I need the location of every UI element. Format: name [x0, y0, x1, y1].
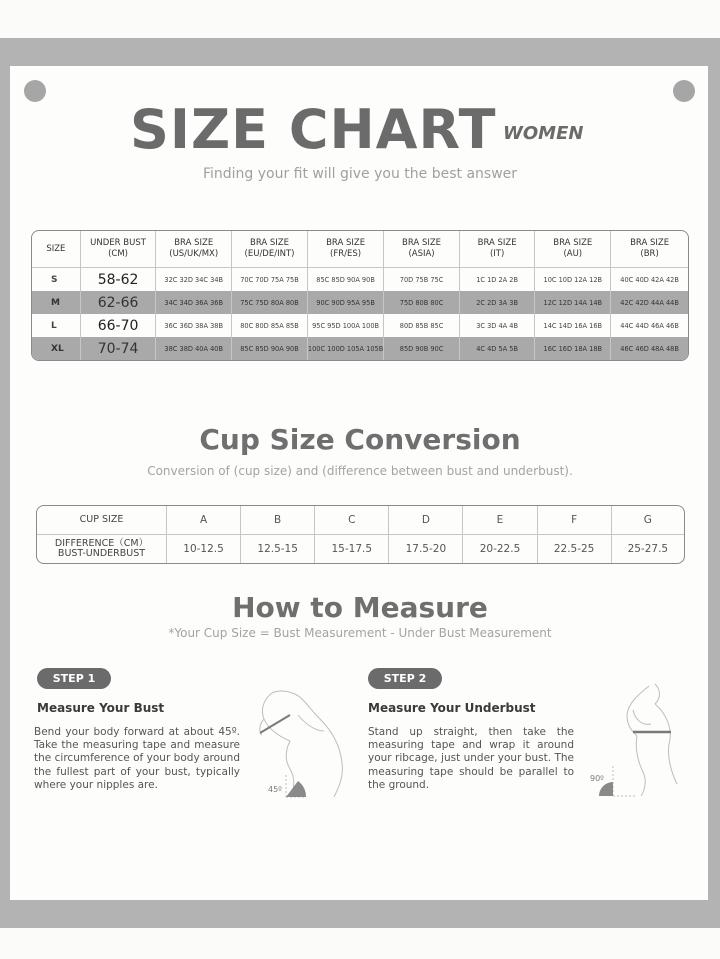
- table-cell: 34C 34D 36A 36B: [156, 291, 232, 314]
- how-to-measure-note: *Your Cup Size = Bust Measurement - Under Bust Measurement: [168, 626, 552, 640]
- difference-label: DIFFERENCE（CM） BUST-UNDERBUST: [37, 535, 167, 563]
- tagline: Finding your fit will give you the best answer: [202, 166, 518, 182]
- cup-conversion-note: Conversion of (cup size) and (difference between bust and underbust).: [147, 464, 573, 478]
- header-under-bust: UNDER BUST (CM): [81, 231, 157, 268]
- step-2-badge: STEP 2: [368, 668, 442, 689]
- table-cell: 16C 16D 18A 18B: [535, 337, 611, 360]
- header-size: SIZE: [32, 231, 81, 268]
- table-cell: 36C 36D 38A 38B: [156, 314, 232, 337]
- table-cell: 42C 42D 44A 44B: [611, 291, 688, 314]
- table-cell: 75C 75D 80A 80B: [232, 291, 308, 314]
- table-cell: 44C 44D 46A 46B: [620, 321, 679, 330]
- tape-line: [260, 715, 290, 733]
- step-1-angle-label: 45º: [268, 785, 282, 794]
- difference-cell: 25-27.5: [627, 543, 669, 555]
- underbust-cell: 58-62: [81, 268, 157, 291]
- table-cell: 3C 3D 4A 4B: [460, 314, 536, 337]
- difference-cell: 10-12.5: [167, 535, 241, 563]
- table-cell: 32C 32D 34C 34B: [156, 268, 232, 291]
- angle-wedge: [599, 782, 613, 796]
- cup-cell: F: [538, 506, 612, 535]
- table-cell: 70C 70D 75A 75B: [232, 268, 308, 291]
- table-row: [32, 268, 688, 291]
- table-cell: 12C 12D 14A 14B: [535, 291, 611, 314]
- header-au: BRA SIZE (AU): [535, 231, 611, 268]
- difference-row: [37, 535, 684, 563]
- table-cell: 90C 90D 95A 95B: [308, 291, 384, 314]
- table-row: [32, 337, 688, 360]
- difference-cell: 17.5-20: [389, 535, 463, 563]
- table-cell: 1C 1D 2A 2B: [460, 268, 536, 291]
- cup-cell: G: [612, 506, 684, 535]
- difference-cell: 20-22.5: [463, 535, 537, 563]
- table-cell: 2C 2D 3A 3B: [460, 291, 536, 314]
- table-cell: 85C 85D 90A 90B: [232, 337, 308, 360]
- cup-cell: E: [463, 506, 537, 535]
- table-row: [32, 314, 688, 337]
- angle-wedge: [286, 781, 306, 797]
- table-cell: 95C 95D 100A 100B: [308, 314, 384, 337]
- pin-right: [673, 80, 695, 102]
- step-2-text: Stand up straight, then take the measuring tape and wrap it around your ribcage, just under your bust. The measuring tape should be parallel to the ground.: [368, 726, 574, 791]
- table-cell: 85D 90B 90C: [384, 337, 460, 360]
- table-cell: 40C 40D 42A 42B: [620, 275, 679, 284]
- cup-size-row: [37, 506, 684, 535]
- cup-cell: A: [167, 506, 241, 535]
- underbust-cell: 70-74: [81, 337, 157, 360]
- step-1-badge: STEP 1: [37, 668, 111, 689]
- cup-cell: C: [315, 506, 389, 535]
- header-br: BRA SIZE (BR): [611, 231, 688, 268]
- cup-size-label: CUP SIZE: [37, 506, 167, 535]
- pin-left: [24, 80, 46, 102]
- table-cell: 14C 14D 16A 16B: [535, 314, 611, 337]
- size-cell: XL: [32, 337, 81, 360]
- step-2-heading: Measure Your Underbust: [368, 701, 536, 715]
- header-us: BRA SIZE (US/UK/MX): [156, 231, 232, 268]
- table-cell: 10C 10D 12A 12B: [535, 268, 611, 291]
- size-cell: S: [32, 268, 81, 291]
- size-table: [31, 230, 689, 361]
- cup-cell: D: [389, 506, 463, 535]
- cup-conversion-title: Cup Size Conversion: [199, 423, 521, 456]
- page-subtitle: WOMEN: [503, 123, 584, 144]
- cup-table: [36, 505, 685, 564]
- step-1-text: Bend your body forward at about 45º. Take the measuring tape and measure the circumference of your body around the fullest part of your bust, typically where your nipples are.: [34, 726, 240, 791]
- table-cell: 75D 80B 80C: [384, 291, 460, 314]
- table-cell: 85C 85D 90A 90B: [308, 268, 384, 291]
- table-cell: 70D 75B 75C: [384, 268, 460, 291]
- step-2-angle-label: 90º: [590, 774, 604, 783]
- difference-cell: 12.5-15: [241, 535, 315, 563]
- page-title: SIZE CHART: [130, 98, 497, 161]
- header-fr: BRA SIZE (FR/ES): [308, 231, 384, 268]
- bust-measure-illustration: [250, 685, 350, 803]
- table-cell: 46C 46D 48A 48B: [611, 337, 688, 360]
- size-cell: M: [32, 291, 81, 314]
- table-cell: 100C 100D 105A 105B: [308, 337, 384, 360]
- size-cell: L: [32, 314, 81, 337]
- header-eu: BRA SIZE (EU/DE/INT): [232, 231, 308, 268]
- cup-cell: B: [241, 506, 315, 535]
- difference-cell: 22.5-25: [538, 535, 612, 563]
- difference-cell: 15-17.5: [315, 535, 389, 563]
- size-table-header-row: [32, 231, 688, 268]
- table-cell: 80C 80D 85A 85B: [232, 314, 308, 337]
- table-row: [32, 291, 688, 314]
- table-cell: 80D 85B 85C: [384, 314, 460, 337]
- underbust-cell: 66-70: [81, 314, 157, 337]
- table-cell: 38C 38D 40A 40B: [156, 337, 232, 360]
- underbust-cell: 62-66: [81, 291, 157, 314]
- step-1-heading: Measure Your Bust: [37, 701, 165, 715]
- header-it: BRA SIZE (IT): [460, 231, 536, 268]
- header-asia: BRA SIZE (ASIA): [384, 231, 460, 268]
- how-to-measure-title: How to Measure: [232, 591, 488, 624]
- table-cell: 4C 4D 5A 5B: [460, 337, 536, 360]
